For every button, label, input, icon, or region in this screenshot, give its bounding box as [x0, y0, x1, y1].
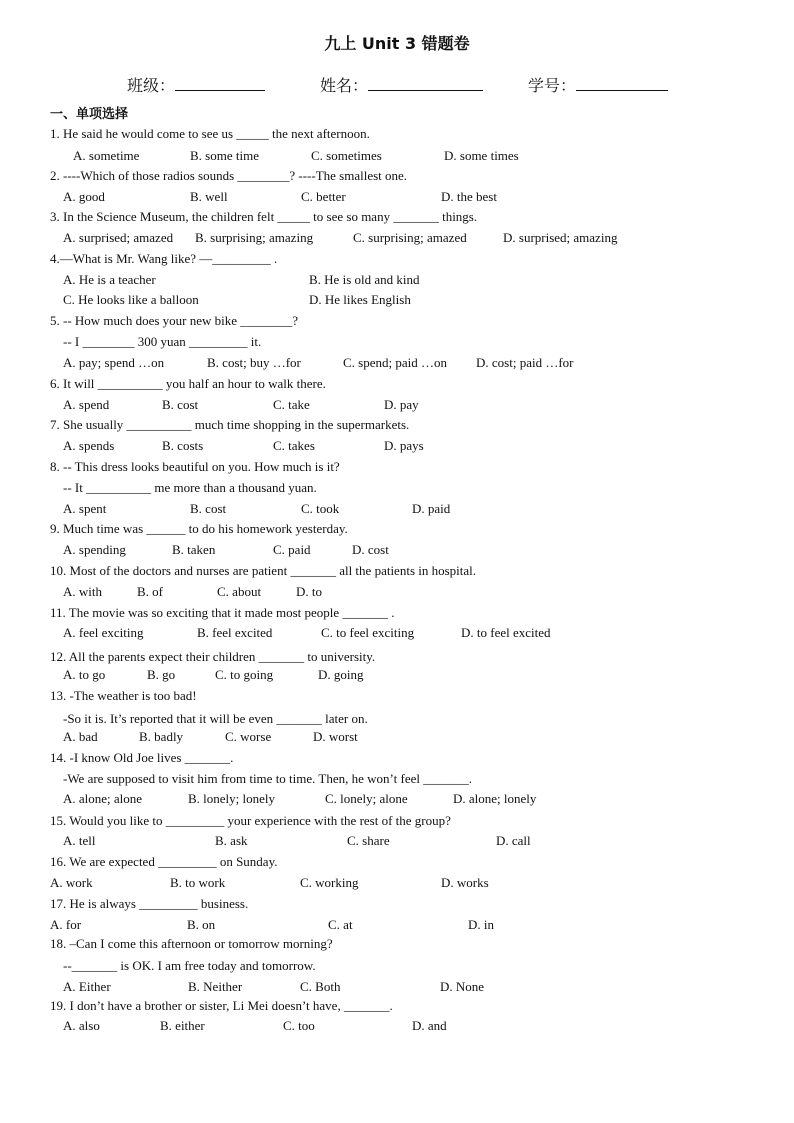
- question-1-option-A[interactable]: A. sometime: [73, 148, 140, 163]
- question-12-option-D[interactable]: D. going: [318, 667, 364, 682]
- question-16-option-C[interactable]: C. working: [300, 875, 359, 890]
- question-14-option-A[interactable]: A. alone; alone: [63, 791, 143, 806]
- question-1-option-C[interactable]: C. sometimes: [311, 148, 382, 163]
- question-8-stem-1: 8. -- This dress looks beautiful on you. How much is it?: [50, 459, 340, 474]
- question-19-option-C[interactable]: C. too: [283, 1018, 315, 1033]
- question-9-option-C[interactable]: C. paid: [273, 542, 311, 557]
- question-18-option-D[interactable]: D. None: [440, 979, 485, 994]
- question-13-option-A[interactable]: A. bad: [63, 729, 98, 744]
- question-8-option-C[interactable]: C. took: [301, 501, 340, 516]
- question-5-option-D[interactable]: D. cost; paid …for: [476, 355, 574, 370]
- question-16-stem-1: 16. We are expected _________ on Sunday.: [50, 854, 278, 869]
- name-field: [320, 73, 483, 96]
- question-4-option-C[interactable]: C. He looks like a balloon: [63, 292, 199, 307]
- question-19-stem-1: 19. I don’t have a brother or sister, Li Mei doesn’t have, _______.: [50, 998, 393, 1013]
- question-12-option-C[interactable]: C. to going: [215, 667, 274, 682]
- question-11-option-C[interactable]: C. to feel exciting: [321, 625, 415, 640]
- name-blank[interactable]: [368, 75, 483, 91]
- class-blank[interactable]: [175, 75, 265, 91]
- question-15-option-A[interactable]: A. tell: [63, 833, 96, 848]
- question-2-option-D[interactable]: D. the best: [441, 189, 497, 204]
- question-18-stem-1: 18. –Can I come this afternoon or tomorrow morning?: [50, 936, 333, 951]
- question-18-stem-2: --_______ is OK. I am free today and tomorrow.: [63, 958, 316, 973]
- question-13-stem-2: -So it is. It’s reported that it will be even _______ later on.: [63, 711, 368, 726]
- question-10-option-B[interactable]: B. of: [137, 584, 163, 599]
- question-13-option-B[interactable]: B. badly: [139, 729, 184, 744]
- question-17-option-A[interactable]: A. for: [50, 917, 82, 932]
- question-2-option-C[interactable]: C. better: [301, 189, 346, 204]
- question-17-stem-1: 17. He is always _________ business.: [50, 896, 249, 911]
- question-16-option-D[interactable]: D. works: [441, 875, 489, 890]
- question-12-option-A[interactable]: A. to go: [63, 667, 106, 682]
- student-id-field: [528, 73, 668, 96]
- question-5-option-C[interactable]: C. spend; paid …on: [343, 355, 447, 370]
- question-2-option-B[interactable]: B. well: [190, 189, 228, 204]
- question-10-option-C[interactable]: C. about: [217, 584, 262, 599]
- question-11-option-A[interactable]: A. feel exciting: [63, 625, 144, 640]
- question-12-option-B[interactable]: B. go: [147, 667, 176, 682]
- question-5-stem-1: 5. -- How much does your new bike ________?: [50, 313, 299, 328]
- question-5-option-A[interactable]: A. pay; spend …on: [63, 355, 165, 370]
- question-17-option-B[interactable]: B. on: [187, 917, 216, 932]
- question-7-option-B[interactable]: B. costs: [162, 438, 204, 453]
- question-1-option-B[interactable]: B. some time: [190, 148, 259, 163]
- question-4-stem-1: 4.—What is Mr. Wang like? —_________ .: [50, 251, 278, 266]
- question-8-option-A[interactable]: A. spent: [63, 501, 107, 516]
- question-13-stem-1: 13. -The weather is too bad!: [50, 688, 197, 703]
- question-13-option-D[interactable]: D. worst: [313, 729, 358, 744]
- question-15-stem-1: 15. Would you like to _________ your experience with the rest of the group?: [50, 813, 451, 828]
- question-8-option-B[interactable]: B. cost: [190, 501, 227, 516]
- question-13-option-C[interactable]: C. worse: [225, 729, 272, 744]
- question-14-stem-1: 14. -I know Old Joe lives _______.: [50, 750, 234, 765]
- question-4-option-D[interactable]: D. He likes English: [309, 292, 411, 307]
- question-2-stem-1: 2. ----Which of those radios sounds ________? ----The smallest one.: [50, 168, 408, 183]
- question-8-stem-2: -- It __________ me more than a thousand yuan.: [63, 480, 317, 495]
- class-label: 班级：: [127, 76, 176, 95]
- question-10-option-D[interactable]: D. to: [296, 584, 322, 599]
- question-15-option-B[interactable]: B. ask: [215, 833, 248, 848]
- question-18-option-B[interactable]: B. Neither: [188, 979, 243, 994]
- question-11-option-B[interactable]: B. feel excited: [197, 625, 273, 640]
- question-11-option-D[interactable]: D. to feel excited: [461, 625, 551, 640]
- question-7-option-C[interactable]: C. takes: [273, 438, 315, 453]
- student-id-label: 学号：: [528, 76, 577, 95]
- question-14-option-B[interactable]: B. lonely; lonely: [188, 791, 276, 806]
- question-8-option-D[interactable]: D. paid: [412, 501, 451, 516]
- class-field: [127, 73, 265, 96]
- question-7-option-D[interactable]: D. pays: [384, 438, 424, 453]
- question-12-stem-1: 12. All the parents expect their children _______ to university.: [50, 649, 376, 664]
- name-label: 姓名：: [320, 76, 369, 95]
- question-4-option-B[interactable]: B. He is old and kind: [309, 272, 420, 287]
- question-6-option-C[interactable]: C. take: [273, 397, 310, 412]
- question-9-option-D[interactable]: D. cost: [352, 542, 389, 557]
- question-19-option-A[interactable]: A. also: [63, 1018, 100, 1033]
- question-15-option-D[interactable]: D. call: [496, 833, 531, 848]
- question-3-option-C[interactable]: C. surprising; amazed: [353, 230, 467, 245]
- question-14-option-D[interactable]: D. alone; lonely: [453, 791, 537, 806]
- question-6-option-B[interactable]: B. cost: [162, 397, 199, 412]
- question-6-option-A[interactable]: A. spend: [63, 397, 110, 412]
- question-3-option-B[interactable]: B. surprising; amazing: [195, 230, 314, 245]
- question-16-option-A[interactable]: A. work: [50, 875, 93, 890]
- question-16-option-B[interactable]: B. to work: [170, 875, 226, 890]
- question-3-option-A[interactable]: A. surprised; amazed: [63, 230, 174, 245]
- question-11-stem-1: 11. The movie was so exciting that it made most people _______ .: [50, 605, 395, 620]
- question-14-stem-2: -We are supposed to visit him from time to time. Then, he won’t feel _______.: [63, 771, 472, 786]
- question-5-stem-2: -- I ________ 300 yuan _________ it.: [63, 334, 262, 349]
- question-17-option-C[interactable]: C. at: [328, 917, 353, 932]
- question-1-stem-1: 1. He said he would come to see us _____ the next afternoon.: [50, 126, 370, 141]
- question-17-option-D[interactable]: D. in: [468, 917, 494, 932]
- question-7-stem-1: 7. She usually __________ much time shopping in the supermarkets.: [50, 417, 410, 432]
- question-19-option-D[interactable]: D. and: [412, 1018, 447, 1033]
- question-6-option-D[interactable]: D. pay: [384, 397, 419, 412]
- student-id-blank[interactable]: [576, 75, 668, 91]
- question-6-stem-1: 6. It will __________ you half an hour to walk there.: [50, 376, 326, 391]
- question-9-stem-1: 9. Much time was ______ to do his homework yesterday.: [50, 521, 348, 536]
- question-18-option-C[interactable]: C. Both: [300, 979, 341, 994]
- question-4-option-A[interactable]: A. He is a teacher: [63, 272, 156, 287]
- question-15-option-C[interactable]: C. share: [347, 833, 390, 848]
- question-10-stem-1: 10. Most of the doctors and nurses are patient _______ all the patients in hospital.: [50, 563, 477, 578]
- question-9-option-B[interactable]: B. taken: [172, 542, 216, 557]
- question-2-option-A[interactable]: A. good: [63, 189, 105, 204]
- question-19-option-B[interactable]: B. either: [160, 1018, 205, 1033]
- question-10-option-A[interactable]: A. with: [63, 584, 102, 599]
- question-18-option-A[interactable]: A. Either: [63, 979, 111, 994]
- section-heading: 一、单项选择: [50, 107, 129, 122]
- question-1-option-D[interactable]: D. some times: [444, 148, 519, 163]
- question-3-stem-1: 3. In the Science Museum, the children felt _____ to see so many _______ things.: [50, 209, 478, 224]
- question-5-option-B[interactable]: B. cost; buy …for: [207, 355, 301, 370]
- page-title: 九上 Unit 3 错题卷: [324, 34, 470, 53]
- question-3-option-D[interactable]: D. surprised; amazing: [503, 230, 618, 245]
- question-7-option-A[interactable]: A. spends: [63, 438, 115, 453]
- question-14-option-C[interactable]: C. lonely; alone: [325, 791, 408, 806]
- question-9-option-A[interactable]: A. spending: [63, 542, 126, 557]
